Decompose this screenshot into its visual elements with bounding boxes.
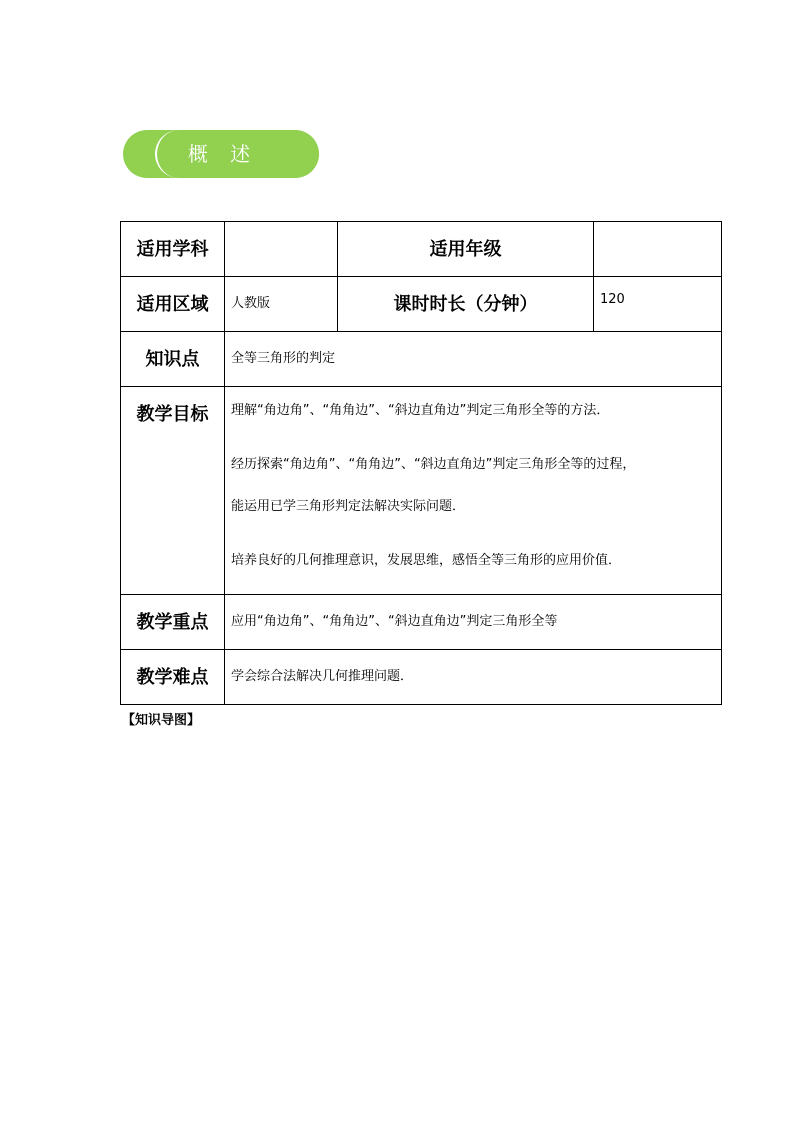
section-badge (123, 130, 319, 178)
difficulty-value: 学会综合法解决几何推理问题． (225, 650, 722, 705)
mindmap-heading: 【知识导图】 (122, 713, 201, 728)
goal-line: 培养良好的几何推理意识，发展思维，感悟全等三角形的应用价值． (231, 553, 622, 568)
goals-label: 教学目标 (121, 387, 225, 595)
subject-label: 适用学科 (121, 222, 225, 277)
region-label: 适用区域 (121, 277, 225, 332)
section-title: 概 述 (187, 142, 259, 166)
course-info-table (120, 221, 722, 705)
table-row (121, 650, 722, 705)
focus-value: 应用“角边角”、“角角边”、“斜边直角边”判定三角形全等 (225, 595, 722, 650)
goal-line: 经历探索“角边角”、“角角边”、“斜边直角边”判定三角形全等的过程， (231, 457, 636, 472)
table-row (121, 222, 722, 277)
grade-value (594, 222, 722, 277)
duration-value: 120 (594, 277, 722, 332)
knowledge-label: 知识点 (121, 332, 225, 387)
duration-label: 课时时长（分钟） (338, 277, 594, 332)
goal-line: 能运用已学三角形判定法解决实际问题． (231, 499, 466, 514)
subject-value (225, 222, 338, 277)
difficulty-label: 教学难点 (121, 650, 225, 705)
focus-label: 教学重点 (121, 595, 225, 650)
goals-value (225, 387, 722, 595)
table-row (121, 595, 722, 650)
knowledge-value: 全等三角形的判定 (225, 332, 722, 387)
table-row (121, 332, 722, 387)
goal-line: 理解“角边角”、“角角边”、“斜边直角边”判定三角形全等的方法． (231, 403, 610, 418)
table-row (121, 277, 722, 332)
badge-inner-ring (155, 130, 319, 178)
grade-label: 适用年级 (338, 222, 594, 277)
table-row (121, 387, 722, 595)
region-value: 人教版 (225, 277, 338, 332)
